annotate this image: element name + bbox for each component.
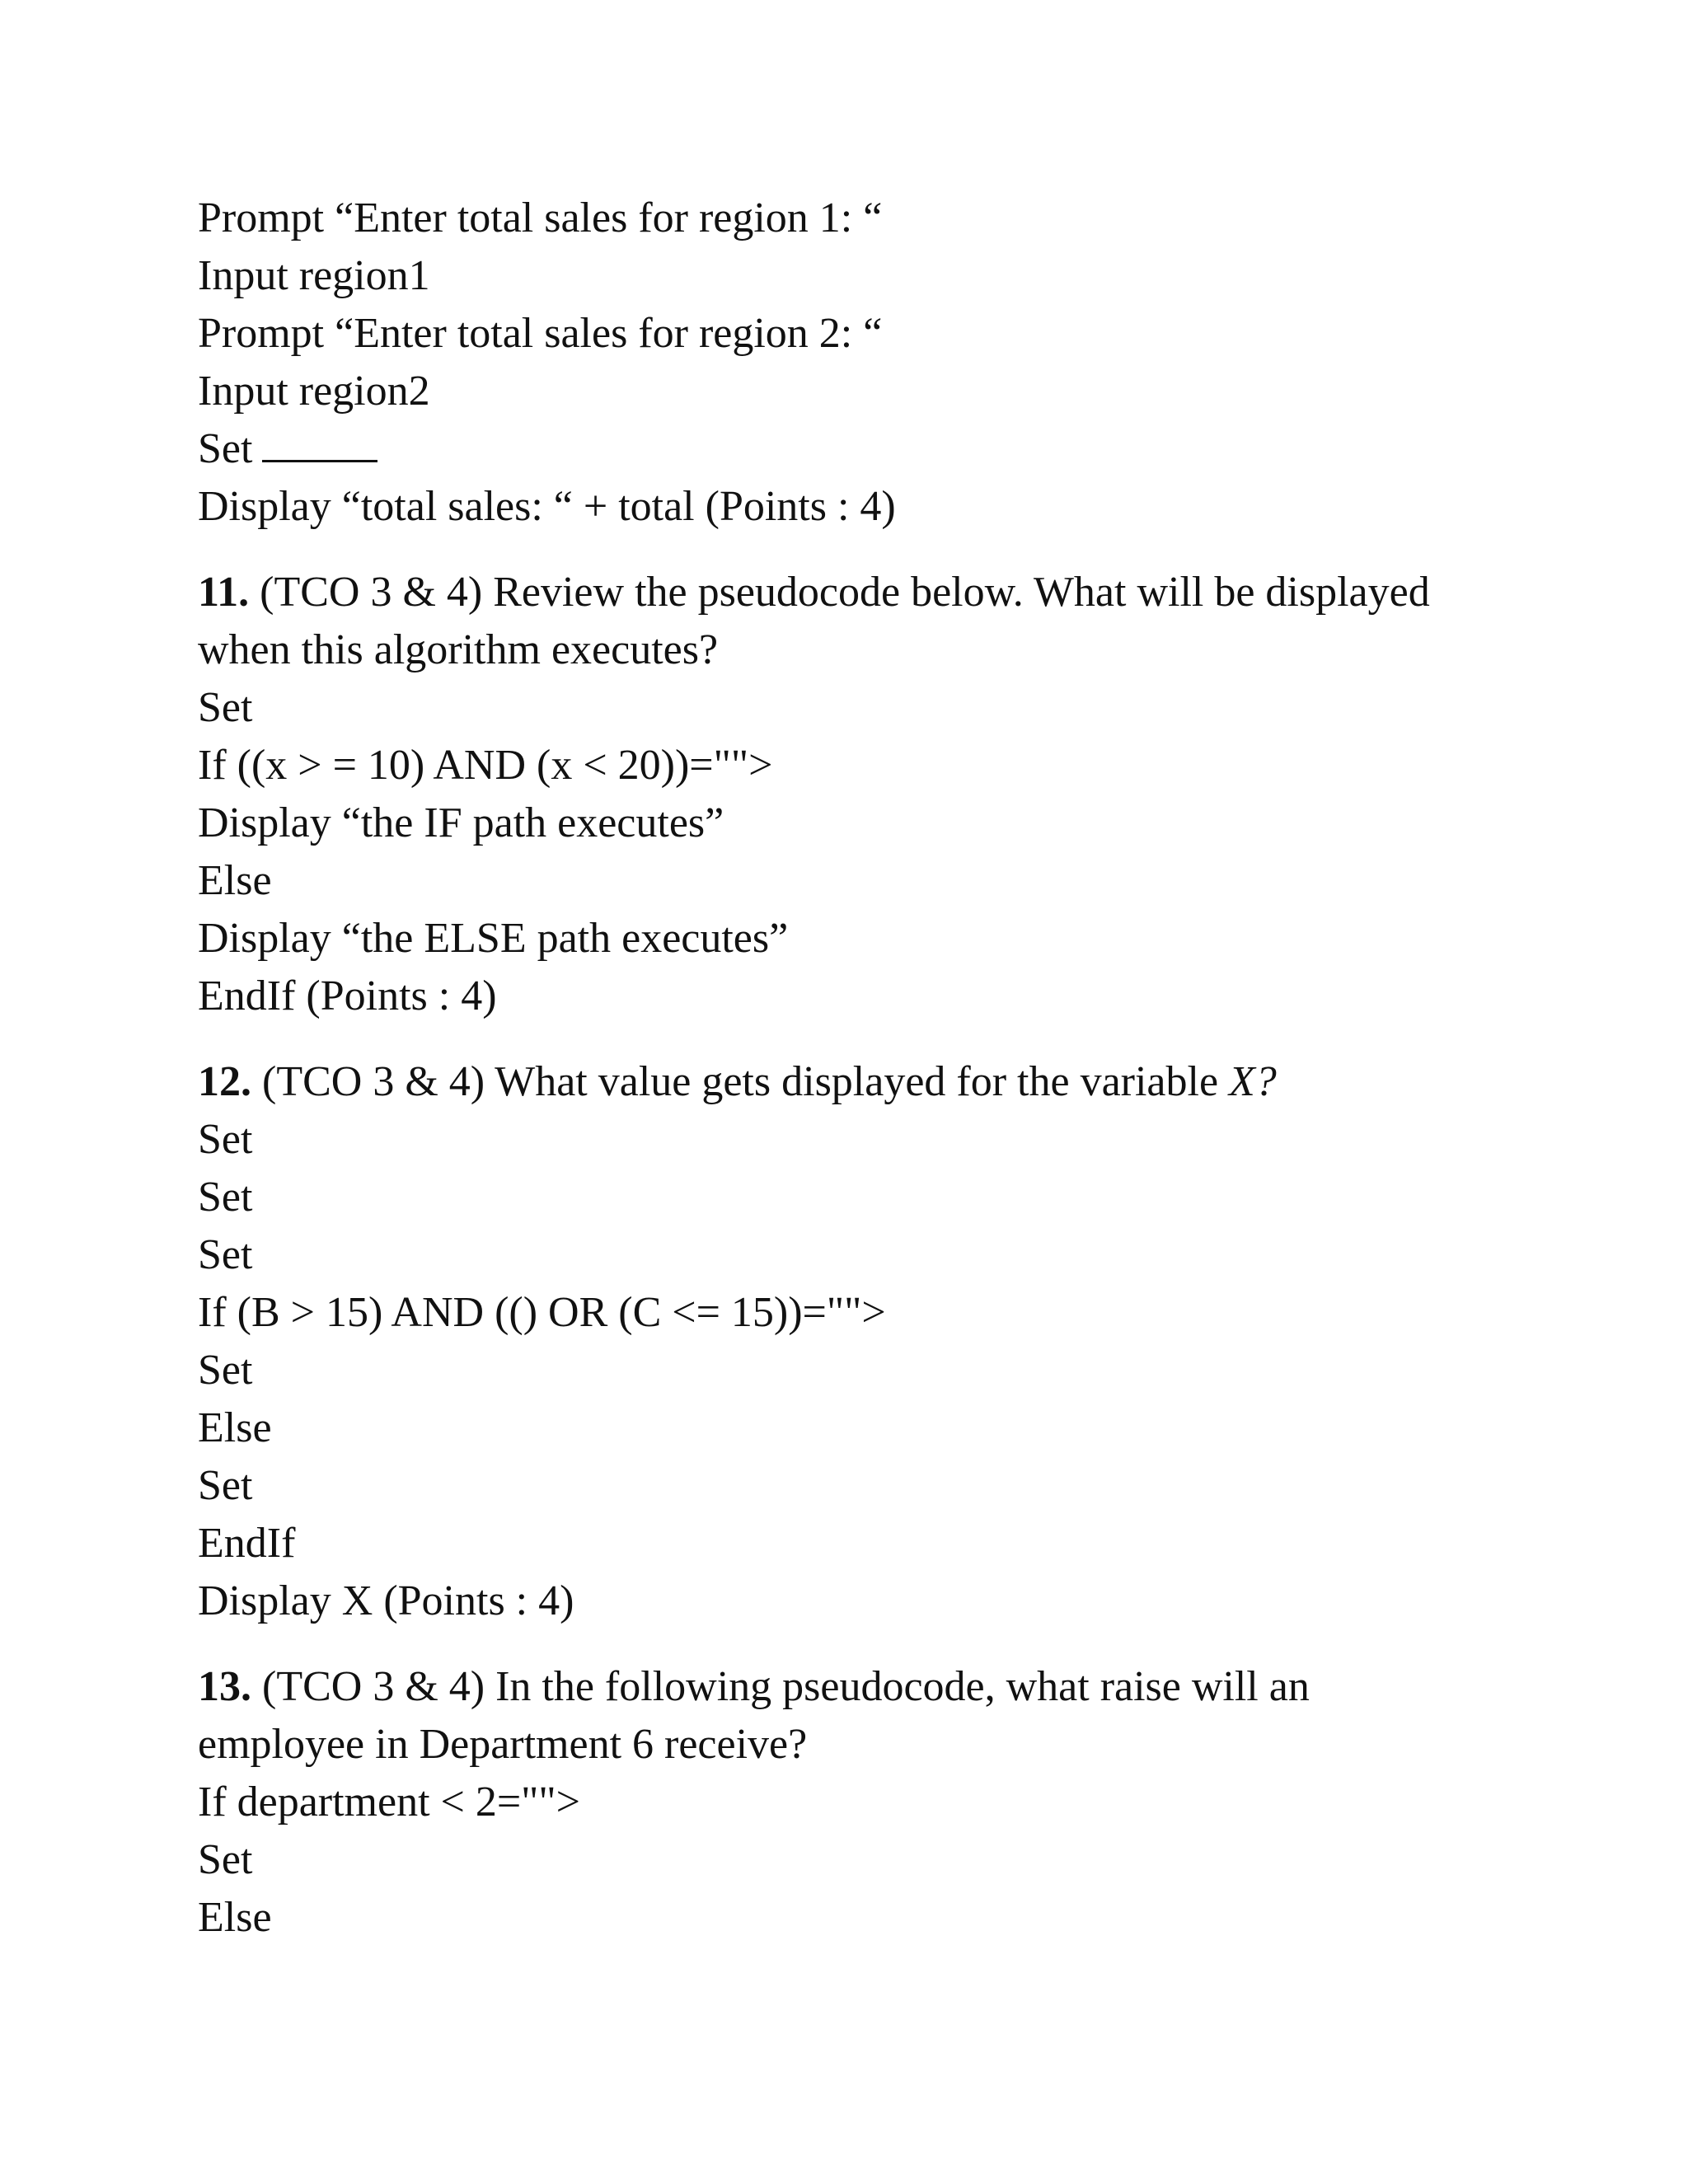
code-line: Display “the ELSE path executes” — [198, 915, 789, 962]
question-text: (TCO 3 & 4) What value gets displayed for the variable — [251, 1058, 1230, 1105]
code-line: Set — [198, 1347, 253, 1394]
code-line: Else — [198, 1404, 272, 1451]
paragraph-gap — [198, 1630, 1533, 1658]
code-line: Display “the IF path executes” — [198, 799, 724, 846]
code-line: Set — [198, 1174, 253, 1221]
code-line: If department < 2=""> — [198, 1779, 580, 1825]
question-13-heading — [198, 1658, 1533, 1716]
question-variable: X? — [1229, 1058, 1277, 1105]
code-line: Else — [198, 857, 272, 904]
code-line: EndIf (Points : 4) — [198, 972, 497, 1019]
code-line: Display X (Points : 4) — [198, 1577, 574, 1624]
question-11-heading — [198, 564, 1533, 621]
code-line: Input region2 — [198, 368, 430, 415]
question-text-continued: when this algorithm executes? — [198, 626, 719, 673]
code-line: EndIf — [198, 1520, 296, 1567]
code-line: Prompt “Enter total sales for region 1: “ — [198, 194, 883, 241]
question-text-continued: employee in Department 6 receive? — [198, 1721, 808, 1768]
code-line: Set — [198, 1836, 253, 1883]
code-line: If (B > 15) AND (() OR (C <= 15))=""> — [198, 1289, 886, 1336]
paragraph-gap — [198, 1025, 1533, 1053]
document-content — [198, 190, 1533, 1947]
question-text: (TCO 3 & 4) Review the pseudocode below. What will be displayed — [249, 569, 1430, 616]
question-12-heading — [198, 1053, 1533, 1111]
code-line: Set — [198, 1462, 253, 1509]
question-number: 13. — [198, 1663, 251, 1710]
code-line-set-blank — [198, 420, 1533, 478]
paragraph-gap — [198, 536, 1533, 564]
code-line: Set — [198, 1231, 253, 1278]
code-line: Display “total sales: “ + total (Points : 4) — [198, 483, 896, 530]
code-line: Input region1 — [198, 252, 430, 299]
question-text: (TCO 3 & 4) In the following pseudocode, what raise will an — [251, 1663, 1310, 1710]
code-line: Set — [198, 684, 253, 731]
code-line: Prompt “Enter total sales for region 2: “ — [198, 310, 883, 357]
code-line: Set — [198, 1116, 253, 1163]
set-keyword: Set — [198, 425, 253, 472]
code-line: If ((x > = 10) AND (x < 20))=""> — [198, 742, 773, 789]
question-number: 12. — [198, 1058, 251, 1105]
fill-in-blank — [262, 424, 377, 462]
code-line: Else — [198, 1894, 272, 1941]
question-number: 11. — [198, 569, 250, 616]
